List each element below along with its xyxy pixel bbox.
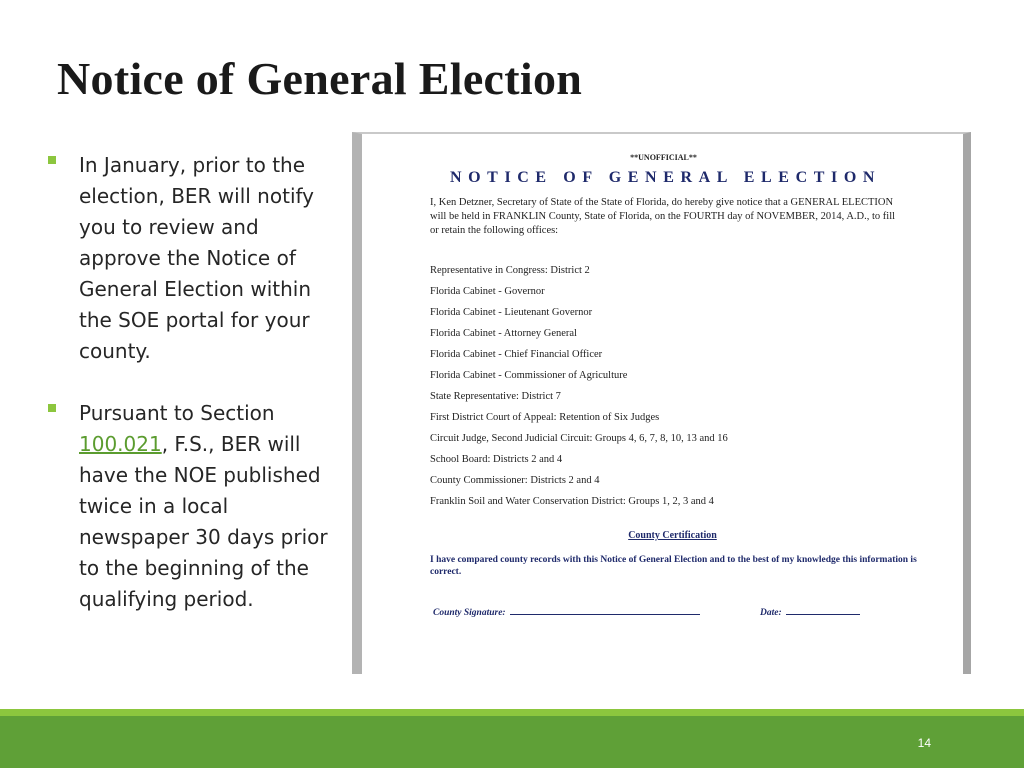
doc-office-item: County Commissioner: Districts 2 and 4 (430, 475, 600, 486)
slide-title: Notice of General Election (57, 53, 583, 104)
doc-date-field (760, 604, 860, 618)
date-line (786, 604, 860, 615)
statute-link[interactable]: 100.021 (79, 432, 162, 456)
signature-line (510, 604, 700, 615)
bullet-item (48, 150, 343, 367)
bullet-square-icon (48, 404, 56, 412)
bullet-item (48, 398, 343, 615)
bullet-list (48, 150, 343, 615)
bullet-text: In January, prior to the election, BER will notify you to review and approve the Notice of General Election within the SOE portal for your county. (79, 153, 315, 363)
doc-certification-text: I have compared county records with this Notice of General Election and to the best of my knowledge this information is correct. (430, 555, 917, 577)
doc-office-item: Franklin Soil and Water Conservation District: Groups 1, 2, 3 and 4 (430, 496, 714, 507)
bullet-text-after: , F.S., BER will have the NOE published twice in a local newspaper 30 days prior to the beginning of the qualifying period. (79, 432, 328, 611)
doc-office-item: First District Court of Appeal: Retention of Six Judges (430, 412, 660, 423)
doc-date-label: Date: (760, 608, 782, 618)
doc-heading: NOTICE OF GENERAL ELECTION (449, 169, 882, 186)
doc-office-item: Representative in Congress: District 2 (430, 265, 590, 276)
footer-stripe (0, 709, 1024, 716)
bullet-text-before: Pursuant to Section (79, 401, 275, 425)
doc-office-item: Florida Cabinet - Chief Financial Officer (430, 349, 603, 360)
page-number: 14 (917, 736, 931, 750)
doc-intro: I, Ken Detzner, Secretary of State of the State of Florida, do hereby give notice that a GENERAL ELECTION will be held in FRANKLIN County, State of Florida, on the FOURTH day of NOVEMBER, 2014, A.D., to fill or retain the following offices: (430, 197, 896, 236)
doc-office-item: Florida Cabinet - Commissioner of Agriculture (430, 370, 628, 381)
doc-office-item: Florida Cabinet - Governor (430, 286, 545, 297)
doc-unofficial-label: **UNOFFICIAL** (630, 153, 697, 162)
notice-document-image (352, 132, 971, 674)
doc-signature-field (433, 604, 700, 618)
doc-office-item: Circuit Judge, Second Judicial Circuit: Groups 4, 6, 7, 8, 10, 13 and 16 (430, 433, 728, 444)
doc-office-list (430, 264, 728, 516)
doc-office-item: State Representative: District 7 (430, 391, 561, 402)
footer-bar (0, 716, 1024, 768)
doc-office-item: Florida Cabinet - Attorney General (430, 328, 577, 339)
doc-signature-label: County Signature: (433, 608, 506, 618)
doc-office-item: Florida Cabinet - Lieutenant Governor (430, 307, 593, 318)
doc-office-item: School Board: Districts 2 and 4 (430, 454, 563, 465)
bullet-square-icon (48, 156, 56, 164)
doc-certification-title: County Certification (628, 530, 717, 541)
